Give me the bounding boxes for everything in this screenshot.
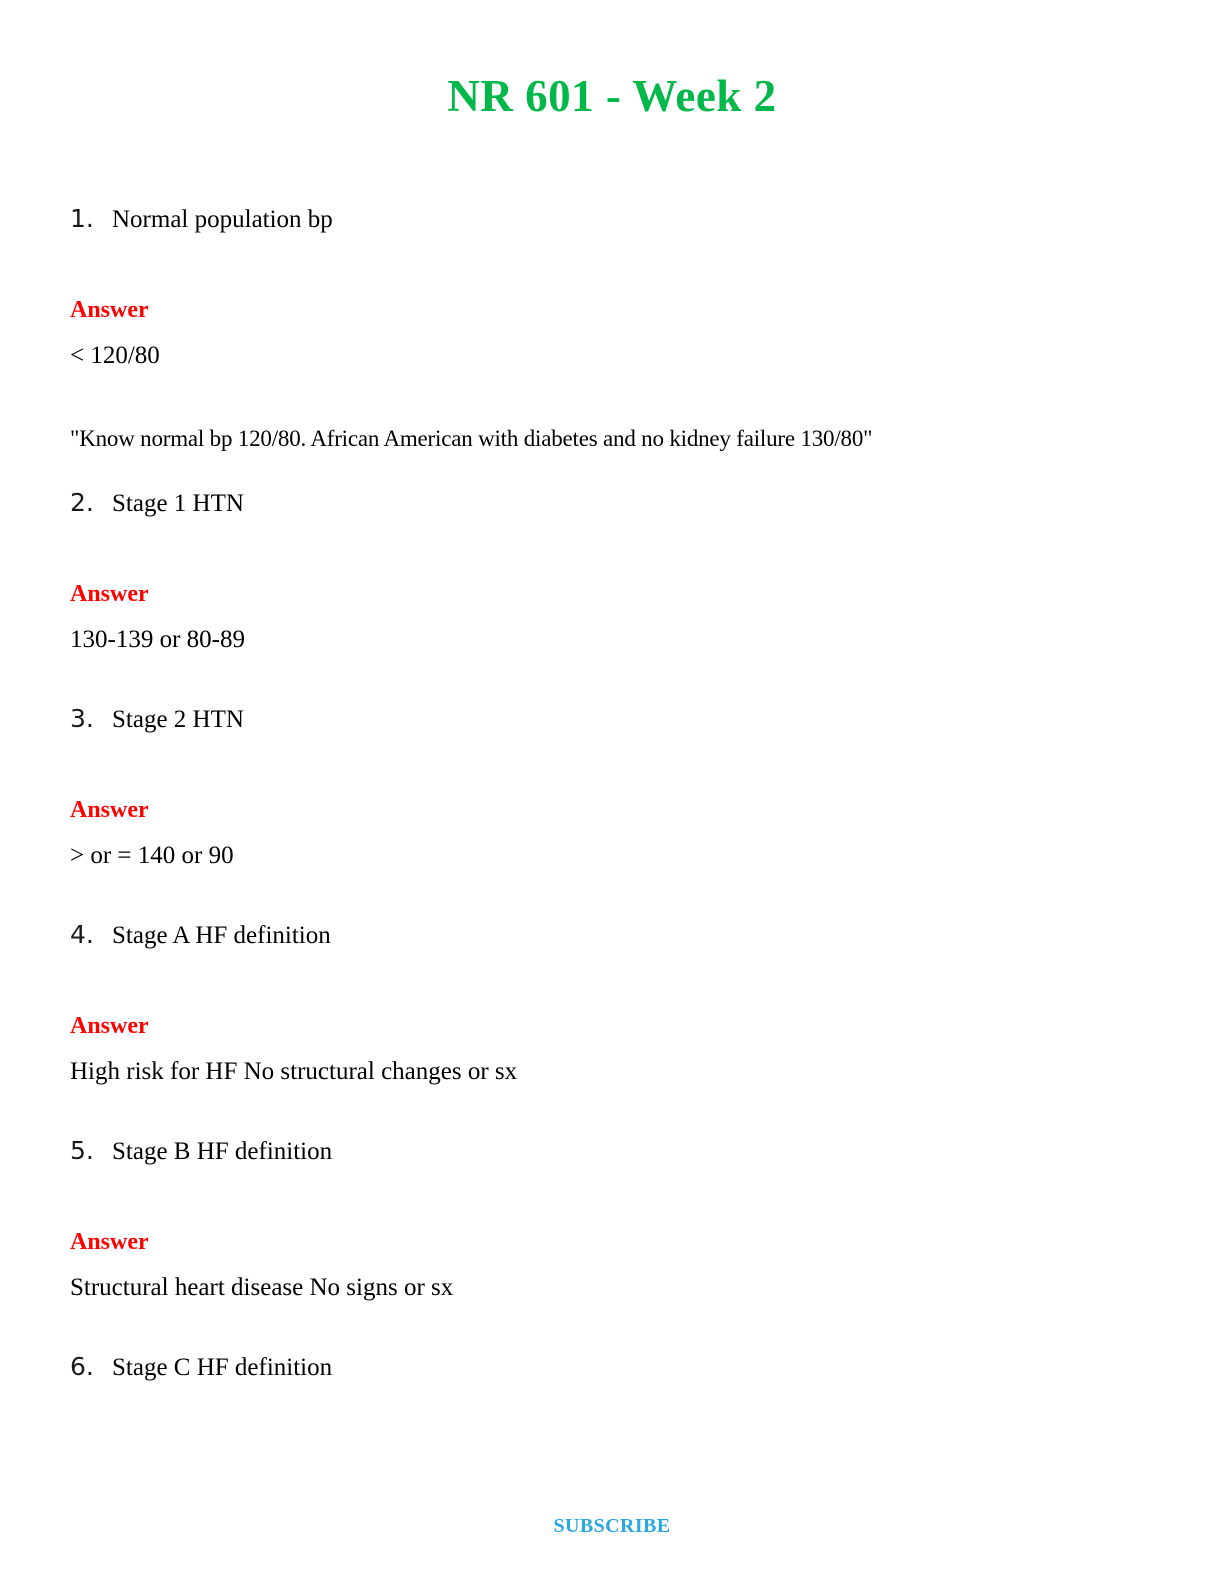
question-row [70,920,1134,951]
question-row [70,1352,1134,1383]
question-number: 1. [70,204,94,233]
qa-block [70,920,1134,1086]
qa-block [70,704,1134,870]
answer-note: "Know normal bp 120/80. African American with diabetes and no kidney failure 130/80" [70,426,873,451]
qa-block [70,1136,1134,1302]
question-row [70,488,1134,519]
question-text: Normal population bp [112,206,333,233]
answer-label: Answer [70,581,149,607]
question-number: 2. [70,488,94,517]
answer-label: Answer [70,1229,149,1255]
qa-block [70,488,1134,654]
question-text: Stage 1 HTN [112,490,244,517]
page-title: NR 601 - Week 2 [447,71,777,121]
answer-label: Answer [70,297,149,323]
question-row [70,704,1134,735]
answer-text: > or = 140 or 90 [70,842,234,869]
question-text: Stage 2 HTN [112,706,244,733]
qa-block [70,204,1134,452]
question-text: Stage C HF definition [112,1354,333,1381]
question-number: 6. [70,1352,94,1381]
question-number: 5. [70,1136,94,1165]
subscribe-link[interactable]: SUBSCRIBE [553,1515,671,1537]
question-row [70,204,1134,235]
qa-block [70,1352,1134,1383]
document-content [0,204,1224,1383]
question-number: 3. [70,704,94,733]
question-row [70,1136,1134,1167]
answer-text: < 120/80 [70,342,160,369]
question-number: 4. [70,920,94,949]
answer-label: Answer [70,797,149,823]
question-text: Stage A HF definition [112,922,331,949]
answer-text: Structural heart disease No signs or sx [70,1274,454,1301]
answer-text: High risk for HF No structural changes or sx [70,1058,518,1085]
answer-label: Answer [70,1013,149,1039]
answer-text: 130-139 or 80-89 [70,626,245,653]
question-text: Stage B HF definition [112,1138,333,1165]
